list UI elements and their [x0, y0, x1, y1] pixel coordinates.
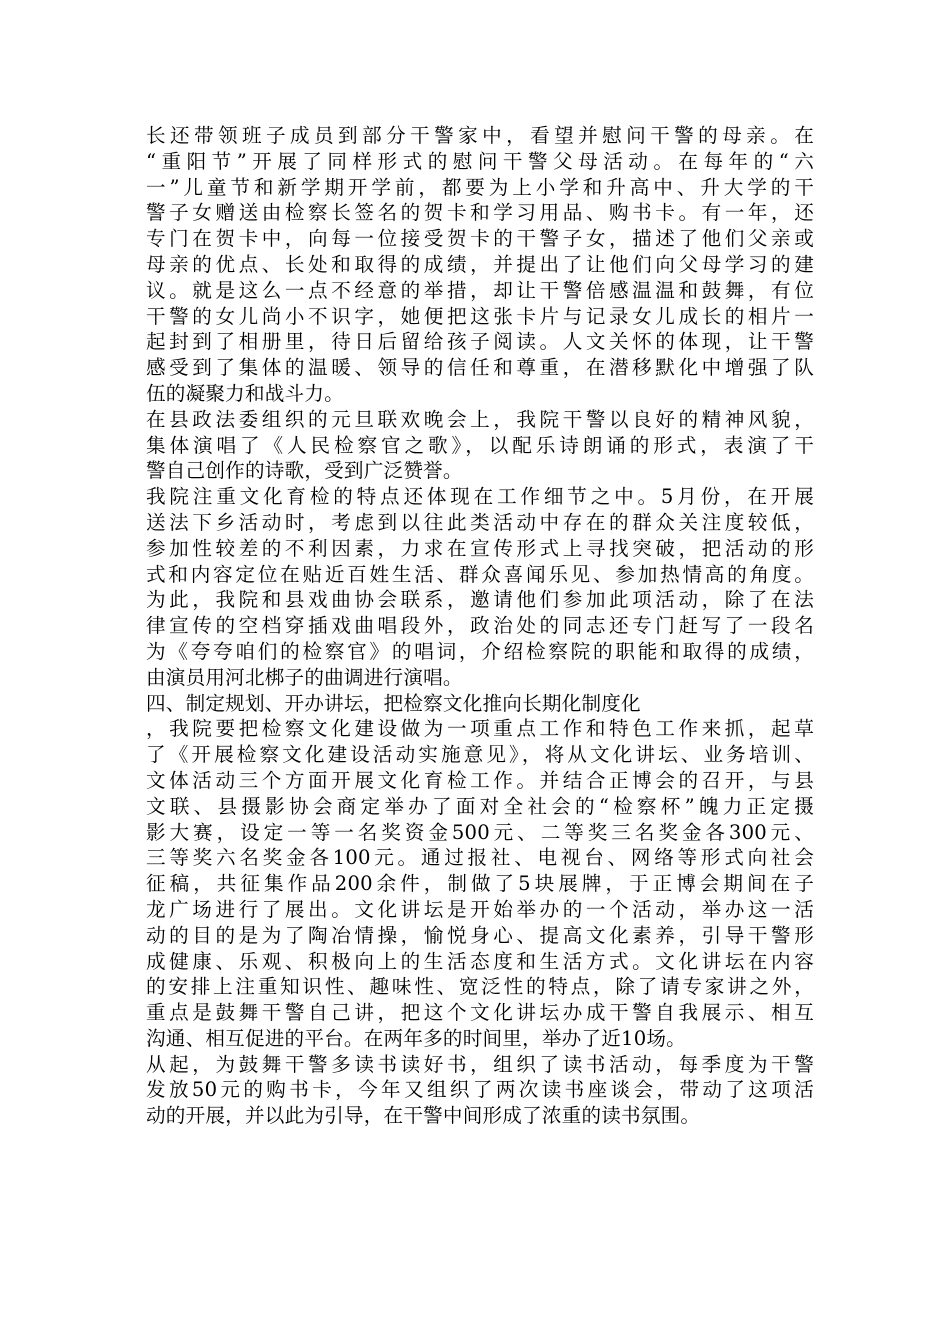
- text-line: 为此，我院和县戏曲协会联系，邀请他们参加此项活动，除了在法: [146, 588, 814, 612]
- text-line: 为《夸夸咱们的检察官》的唱词，介绍检察院的职能和取得的成绩，: [146, 639, 814, 663]
- text-line: 长还带领班子成员到部分干警家中，看望并慰问干警的母亲。在: [146, 124, 814, 147]
- text-line: 文体活动三个方面开展文化育检工作。并结合正博会的召开，与县: [146, 768, 814, 792]
- text-line: 动的开展，并以此为引导，在干警中间形成了浓重的读书氛围。: [146, 1104, 701, 1128]
- text-line: 干警的女儿尚小不识字，她便把这张卡片与记录女儿成长的相片一: [146, 304, 814, 328]
- text-line: 龙广场进行了展出。文化讲坛是开始举办的一个活动，举办这一活: [146, 897, 814, 921]
- text-line: 警自己创作的诗歌，受到广泛赞誉。: [146, 459, 463, 483]
- text-line: 参加性较差的不利因素，力求在宣传形式上寻找突破，把活动的形: [146, 536, 814, 560]
- paragraph-new-year-gala: [146, 407, 814, 484]
- text-line: 了《开展检察文化建设活动实施意见》，将从文化讲坛、业务培训、: [146, 743, 814, 767]
- paragraph-reading-activity: [146, 1052, 814, 1129]
- text-line: 专门在贺卡中，向每一位接受贺卡的干警子女，描述了他们父亲或: [146, 227, 814, 251]
- text-line: 式和内容定位在贴近百姓生活、群众喜闻乐见、参加热情高的角度。: [146, 562, 814, 586]
- text-line: 我院注重文化育检的特点还体现在工作细节之中。5月份，在开展: [146, 485, 814, 509]
- section-heading-4: [146, 691, 814, 717]
- text-line: 征稿，共征集作品200余件，制做了5块展牌，于正博会期间在子: [146, 872, 814, 896]
- text-line: 在县政法委组织的元旦联欢晚会上，我院干警以良好的精神风貌，: [146, 407, 814, 431]
- text-line: 沟通、相互促进的平台。在两年多的时间里，举办了近10场。: [146, 1026, 686, 1050]
- text-line: 从起，为鼓舞干警多读书读好书，组织了读书活动，每季度为干警: [146, 1052, 814, 1076]
- text-line: 发放50元的购书卡，今年又组织了两次读书座谈会，带动了这项活: [146, 1078, 814, 1102]
- paragraph-family-care: [146, 123, 814, 407]
- text-line: 集体演唱了《人民检察官之歌》，以配乐诗朗诵的形式，表演了干: [146, 433, 814, 457]
- text-line: 由演员用河北梆子的曲调进行演唱。: [146, 665, 463, 689]
- text-line: 伍的凝聚力和战斗力。: [146, 381, 344, 405]
- text-line: 的安排上注重知识性、趣味性、宽泛性的特点，除了请专家讲之外，: [146, 975, 814, 999]
- paragraph-culture-forum: [146, 716, 814, 1051]
- text-line: 文联、县摄影协会商定举办了面对全社会的“检察杯”魄力正定摄: [146, 794, 814, 818]
- text-line: ，我院要把检察文化建设做为一项重点工作和特色工作来抓，起草: [146, 717, 814, 741]
- document-page: [146, 123, 814, 1129]
- text-line: 议。就是这么一点不经意的举措，却让干警倍感温温和鼓舞，有位: [146, 278, 814, 302]
- text-line: 警子女赠送由检察长签名的贺卡和学习用品、购书卡。有一年，还: [146, 201, 814, 225]
- text-line: 律宣传的空档穿插戏曲唱段外，政治处的同志还专门赶写了一段名: [146, 614, 814, 638]
- text-line: 送法下乡活动时，考虑到以往此类活动中存在的群众关注度较低，: [146, 510, 814, 534]
- text-line: 一”儿童节和新学期开学前，都要为上小学和升高中、升大学的干: [146, 175, 814, 199]
- text-line: 影大赛，设定一等一名奖资金500元、二等奖三名奖金各300元、: [146, 820, 814, 844]
- text-line: 母亲的优点、长处和取得的成绩，并提出了让他们向父母学习的建: [146, 252, 814, 276]
- section-heading-text: 四、制定规划、开办讲坛，把检察文化推向长期化制度化: [146, 691, 641, 715]
- text-line: “重阳节”开展了同样形式的慰问干警父母活动。在每年的“六: [146, 149, 814, 173]
- text-line: 动的目的是为了陶冶情操，愉悦身心、提高文化素养，引导干警形: [146, 923, 814, 947]
- text-line: 起封到了相册里，待日后留给孩子阅读。人文关怀的体现，让干警: [146, 330, 814, 354]
- text-line: 成健康、乐观、积极向上的生活态度和生活方式。文化讲坛在内容: [146, 949, 814, 973]
- text-line: 感受到了集体的温暖、领导的信任和尊重，在潜移默化中增强了队: [146, 356, 814, 380]
- text-line: 三等奖六名奖金各100元。通过报社、电视台、网络等形式向社会: [146, 846, 814, 870]
- paragraph-work-details: [146, 484, 814, 690]
- text-line: 重点是鼓舞干警自己讲，把这个文化讲坛办成干警自我展示、相互: [146, 1001, 814, 1025]
